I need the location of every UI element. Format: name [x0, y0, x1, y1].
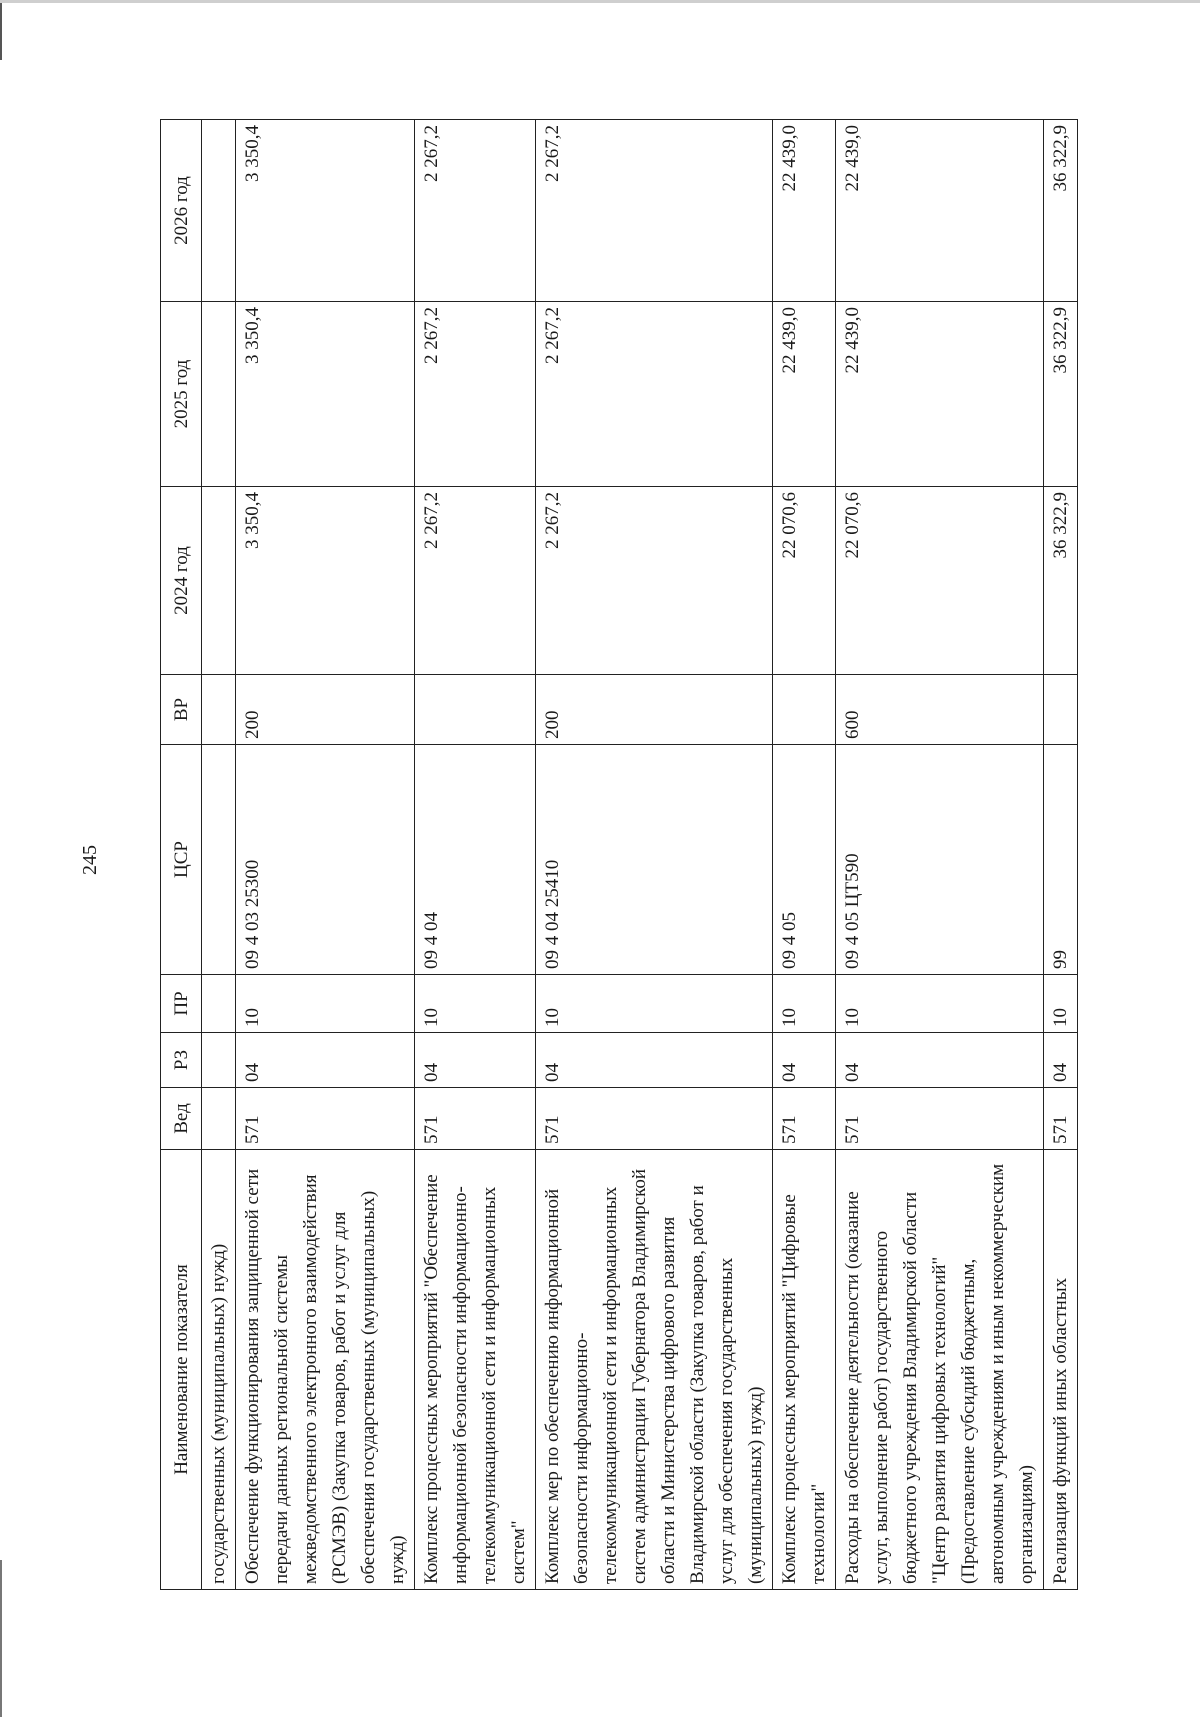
row-ved: 571 [415, 1088, 536, 1150]
row-name: Обеспечение функционирования защищенной сети передачи данных региональной системы межведомственного электронного взаимодействия (РСМЭВ) (Закупка товаров, работ и услуг для обеспечения государственных (муниципальных) нужд) [236, 1150, 415, 1590]
header-csr: ЦСР [161, 745, 202, 975]
header-2025: 2025 год [161, 302, 202, 487]
row-vr [415, 675, 536, 745]
row-vr: 200 [236, 675, 415, 745]
scan-top-shadow [0, 0, 1200, 3]
row-ved: 571 [1044, 1088, 1078, 1150]
row-csr: 09 4 04 [415, 745, 536, 975]
row-csr: 09 4 05 [773, 745, 836, 975]
header-ved: Вед [161, 1088, 202, 1150]
row-2024: 3 350,4 [236, 487, 415, 675]
row-pr: 10 [773, 975, 836, 1033]
row-ved: 571 [773, 1088, 836, 1150]
row-name: Комплекс процессных мероприятий "Цифровые технологии" [773, 1150, 836, 1590]
row-2025: 22 439,0 [836, 302, 1044, 487]
row-2024: 22 070,6 [836, 487, 1044, 675]
table-row [773, 120, 836, 1590]
table-header-row [161, 120, 202, 1590]
row-2025: 36 322,9 [1044, 302, 1078, 487]
row-pr: 10 [236, 975, 415, 1033]
table-row-continuation [202, 120, 236, 1590]
row-2026: 36 322,9 [1044, 120, 1078, 302]
rotated-table-container [160, 120, 1070, 1590]
row-ved: 571 [236, 1088, 415, 1150]
table-row [236, 120, 415, 1590]
continuation-text: государственных (муниципальных) нужд) [202, 1150, 236, 1590]
header-rz: РЗ [161, 1033, 202, 1088]
header-name: Наименование показателя [161, 1150, 202, 1590]
row-rz: 04 [1044, 1033, 1078, 1088]
header-vr: ВР [161, 675, 202, 745]
row-ved: 571 [536, 1088, 773, 1150]
row-pr: 10 [536, 975, 773, 1033]
row-2026: 2 267,2 [415, 120, 536, 302]
row-rz: 04 [236, 1033, 415, 1088]
row-2026: 3 350,4 [236, 120, 415, 302]
row-pr: 10 [415, 975, 536, 1033]
row-csr: 09 4 04 25410 [536, 745, 773, 975]
page-number: 245 [79, 845, 101, 875]
header-2024: 2024 год [161, 487, 202, 675]
row-pr: 10 [1044, 975, 1078, 1033]
row-pr: 10 [836, 975, 1044, 1033]
row-name: Расходы на обеспечение деятельности (оказание услуг, выполнение работ) государственного бюджетного учреждения Владимирской области "Центр развития цифровых технологий" (Предоставление субсидий бюджетным, автономным учреждениям и иным некоммерческим организациям) [836, 1150, 1044, 1590]
row-2025: 2 267,2 [536, 302, 773, 487]
row-2024: 2 267,2 [415, 487, 536, 675]
row-ved: 571 [836, 1088, 1044, 1150]
row-vr [773, 675, 836, 745]
row-csr: 09 4 03 25300 [236, 745, 415, 975]
budget-table [160, 119, 1078, 1590]
row-name: Реализация функций иных областных [1044, 1150, 1078, 1590]
row-name: Комплекс мер по обеспечению информационной безопасности информационно-телекоммуникационной сети и информационных систем администрации Губернатора Владимирской области и Министерства цифрового развития Владимирской области (Закупка товаров, работ и услуг для обеспечения государственных (муниципальных) нужд) [536, 1150, 773, 1590]
table-row [536, 120, 773, 1590]
row-2025: 3 350,4 [236, 302, 415, 487]
row-2024: 2 267,2 [536, 487, 773, 675]
table-row [1044, 120, 1078, 1590]
row-rz: 04 [836, 1033, 1044, 1088]
row-vr: 200 [536, 675, 773, 745]
row-2026: 2 267,2 [536, 120, 773, 302]
row-vr: 600 [836, 675, 1044, 745]
table-row [415, 120, 536, 1590]
header-pr: ПР [161, 975, 202, 1033]
row-name: Комплекс процессных мероприятий "Обеспечение информационной безопасности информационно-телекоммуникационной сети и информационных систем" [415, 1150, 536, 1590]
row-rz: 04 [773, 1033, 836, 1088]
row-2025: 2 267,2 [415, 302, 536, 487]
row-2026: 22 439,0 [836, 120, 1044, 302]
header-2026: 2026 год [161, 120, 202, 302]
row-2026: 22 439,0 [773, 120, 836, 302]
row-2024: 36 322,9 [1044, 487, 1078, 675]
row-rz: 04 [415, 1033, 536, 1088]
row-vr [1044, 675, 1078, 745]
row-2024: 22 070,6 [773, 487, 836, 675]
row-csr: 09 4 05 ЦТ590 [836, 745, 1044, 975]
scan-edge [0, 0, 2, 1717]
table-row [836, 120, 1044, 1590]
row-rz: 04 [536, 1033, 773, 1088]
row-2025: 22 439,0 [773, 302, 836, 487]
row-csr: 99 [1044, 745, 1078, 975]
